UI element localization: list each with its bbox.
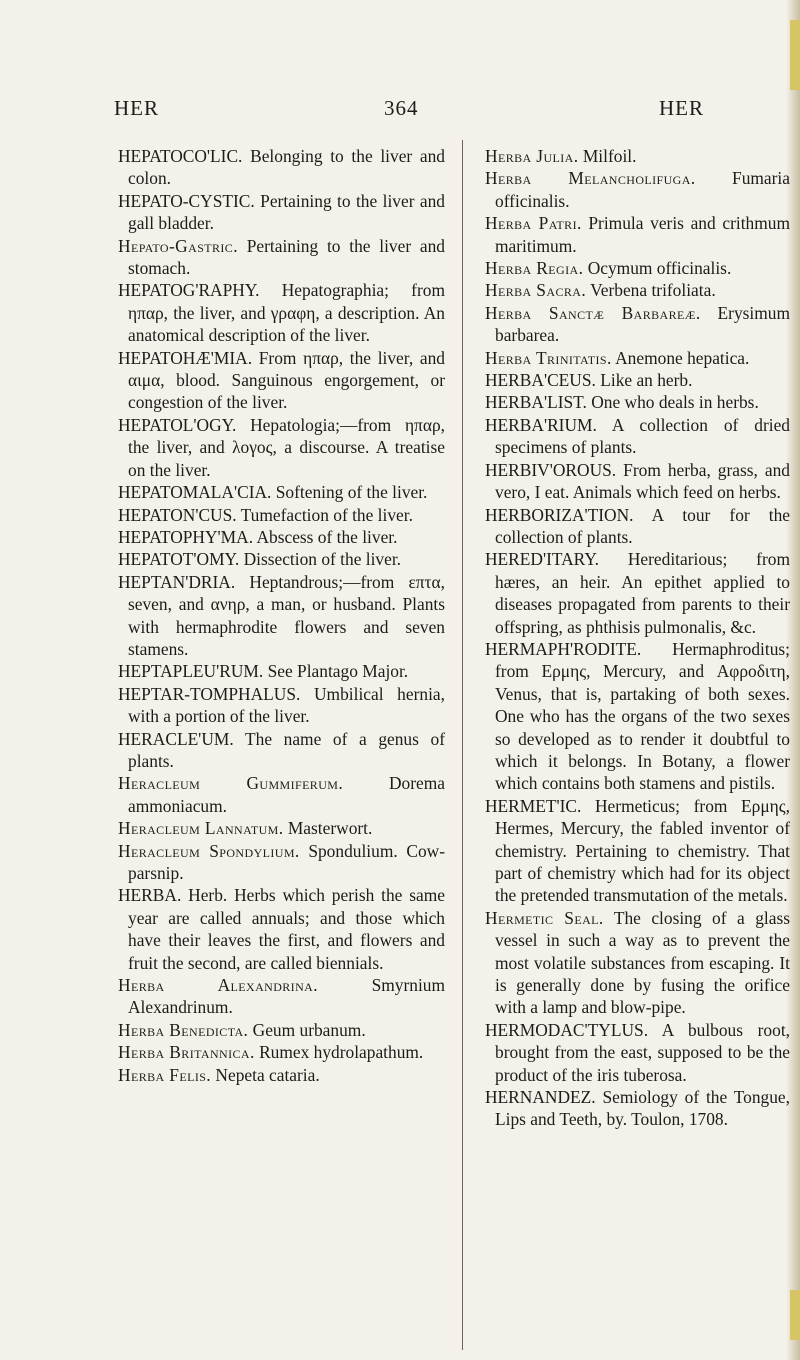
dictionary-entry: [118, 1064, 445, 1086]
dictionary-entry: [485, 257, 790, 279]
entry-definition: Verbena trifoliata.: [590, 280, 716, 301]
entry-definition: Hepatographia; from ηπαρ, the liver, and γραφη, a description. An anatomical description of the liver.: [128, 280, 445, 346]
dictionary-entry: [118, 817, 445, 839]
entry-definition: Ocymum officinalis.: [587, 258, 732, 279]
dictionary-entry: [118, 772, 445, 817]
entry-term: Heracleum Gummiferum.: [118, 773, 344, 794]
entry-term: HEPATON'CUS.: [118, 504, 237, 525]
entry-term: HEPATOL'OGY.: [118, 414, 237, 435]
dictionary-entry: [118, 1041, 445, 1063]
dictionary-entry: [485, 145, 790, 167]
entry-term: HEPATOPHY'MA.: [118, 526, 254, 547]
entry-definition: Hereditarious; from hæres, an heir. An epithet applied to diseases propagated from parents to their offspring, as phthisis pulmonalis, &c.: [495, 549, 790, 637]
entry-term: Heracleum Spondylium.: [118, 840, 300, 861]
dictionary-entry: [485, 391, 790, 413]
entry-term: HERBA.: [118, 885, 182, 906]
entry-definition: Erysimum barbarea.: [495, 302, 790, 346]
entry-definition: Semiology of the Tongue, Lips and Teeth, by. Toulon, 1708.: [495, 1087, 790, 1130]
entry-term: HEPATOHÆ'MIA.: [118, 347, 253, 368]
dictionary-entry: [118, 840, 445, 885]
entry-term: Hermetic Seal.: [485, 907, 604, 928]
dictionary-entry: [118, 414, 445, 481]
entry-definition: Herb. Herbs which perish the same year are called annuals; and those which have their leaves the first, and flowers and fruit the second, are called biennials.: [128, 885, 445, 973]
entry-term: HERBA'RIUM.: [485, 414, 597, 435]
scan-mark-top: [790, 20, 800, 90]
entry-term: HERBIV'OROUS.: [485, 459, 617, 480]
entry-definition: Rumex hydrolapathum.: [259, 1042, 424, 1063]
entry-term: Herba Sacra.: [485, 280, 587, 301]
entry-definition: The name of a genus of plants.: [128, 728, 445, 771]
dictionary-entry: [118, 235, 445, 280]
entry-term: HERNANDEZ.: [485, 1087, 596, 1108]
entry-term: HERBA'LIST.: [485, 392, 587, 413]
entry-definition: Pertaining to the liver and stomach.: [128, 235, 445, 279]
right-column: [485, 145, 790, 1131]
dictionary-entry: [118, 571, 445, 661]
entry-definition: Anemone hepatica.: [615, 347, 750, 368]
entry-definition: Nepeta cataria.: [215, 1064, 320, 1085]
entry-term: Herba Julia.: [485, 146, 579, 166]
dictionary-entry: [118, 347, 445, 414]
dictionary-entry: [485, 638, 790, 795]
entry-definition: Heptandrous;—from επτα, seven, and ανηρ, a man, or husband. Plants with hermaphrodite flowers and seven stamens.: [128, 571, 445, 659]
entry-term: Herba Melancholifuga.: [485, 168, 696, 189]
entry-term: Heracleum Lannatum.: [118, 818, 284, 839]
dictionary-entry: [118, 728, 445, 773]
entry-definition: Hepatologia;—from ηπαρ, the liver, and λογος, a discourse. A treatise on the liver.: [128, 414, 445, 480]
entry-term: Herba Sanctæ Barbareæ.: [485, 302, 701, 323]
dictionary-entry: [118, 145, 445, 190]
running-header: [112, 96, 704, 126]
entry-definition: Fumaria officinalis.: [495, 168, 790, 211]
entry-term: HEPTAN'DRIA.: [118, 571, 236, 592]
entry-definition: Abscess of the liver.: [256, 526, 398, 547]
dictionary-entry: [485, 459, 790, 504]
dictionary-entry: [485, 212, 790, 257]
entry-term: Herba Trinitatis.: [485, 347, 612, 368]
entry-term: HERMET'IC.: [485, 795, 582, 816]
entry-term: Herba Felis.: [118, 1064, 212, 1085]
dictionary-entry: [118, 660, 445, 682]
dictionary-entry: [485, 504, 790, 549]
entry-term: Herba Alexandrina.: [118, 975, 318, 996]
dictionary-entry: [485, 347, 790, 369]
entry-term: Herba Patri.: [485, 213, 582, 234]
entry-definition: Dissection of the liver.: [243, 549, 402, 570]
dictionary-entry: [485, 1019, 790, 1086]
entry-definition: Dorema ammoniacum.: [128, 773, 445, 816]
entry-definition: Pertaining to the liver and gall bladder.: [128, 190, 445, 234]
header-right-guide: HER: [659, 96, 704, 120]
entry-term: Herba Regia.: [485, 258, 584, 279]
entry-definition: Primula veris and crithmum maritimum.: [495, 213, 790, 256]
dictionary-entry: [485, 279, 790, 301]
entry-term: HERED'ITARY.: [485, 549, 599, 570]
dictionary-entry: [485, 795, 790, 907]
entry-term: HEPATOMALA'CIA.: [118, 482, 272, 503]
dictionary-entry: [118, 190, 445, 235]
entry-term: HEPTAR-TOMPHALUS.: [118, 683, 301, 704]
entry-definition: Belonging to the liver and colon.: [128, 146, 445, 189]
entry-term: HERACLE'UM.: [118, 728, 234, 749]
dictionary-entry: [118, 504, 445, 526]
dictionary-entry: [485, 369, 790, 391]
entry-term: HEPATOG'RAPHY.: [118, 280, 260, 301]
dictionary-entry: [118, 884, 445, 974]
dictionary-entry: [485, 1086, 790, 1131]
header-left-guide: HER: [114, 96, 159, 120]
entry-definition: A tour for the collection of plants.: [495, 504, 791, 547]
entry-term: HEPATO-CYSTIC.: [118, 190, 255, 211]
dictionary-entry: [118, 974, 445, 1019]
entry-term: Herba Britannica.: [118, 1042, 255, 1063]
dictionary-entry: [118, 548, 445, 570]
dictionary-entry: [485, 548, 790, 638]
entry-definition: Hermaphroditus; from Ερμης, Mercury, and Αφροδιτη, Venus, that is, partaking of both sexes. One who has the organs of the two sexes so developed as to render it doubtful to which it belongs. In Botany, a flower which contains both stamens and pistils.: [495, 638, 790, 794]
entry-definition: Milfoil.: [582, 146, 637, 166]
entry-definition: Masterwort.: [287, 818, 373, 839]
entry-term: HERBA'CEUS.: [485, 370, 596, 391]
entry-term: HERMAPH'RODITE.: [485, 638, 642, 659]
dictionary-entry: [485, 167, 790, 212]
dictionary-entry: [118, 1019, 445, 1041]
page-number: 364: [384, 96, 419, 120]
entry-definition: A bulbous root, brought from the east, supposed to be the product of the iris tuberosa.: [495, 1019, 791, 1085]
dictionary-entry: [485, 302, 790, 347]
dictionary-entry: [485, 414, 790, 459]
entry-definition: Hermeticus; from Ερμης, Hermes, Mercury, the fabled inventor of chemistry. Pertaining to chemistry. That part of chemistry which had for its object the pretended transmutation of the metals.: [495, 795, 790, 906]
entry-definition: Smyrnium Alexandrinum.: [128, 975, 445, 1018]
entry-definition: See Plantago Major.: [267, 661, 409, 682]
entry-term: HEPTAPLEU'RUM.: [118, 661, 264, 682]
entry-definition: Spondulium. Cow-parsnip.: [128, 840, 445, 883]
entry-definition: From ηπαρ, the liver, and αιμα, blood. Sanguinous engorgement, or congestion of the liver.: [128, 347, 445, 413]
entry-definition: One who deals in herbs.: [591, 392, 759, 413]
entry-definition: From herba, grass, and vero, I eat. Animals which feed on herbs.: [495, 459, 790, 503]
entry-term: HERMODAC'TYLUS.: [485, 1019, 649, 1040]
dictionary-entry: [118, 481, 445, 503]
entry-term: Hepato-Gastric.: [118, 235, 238, 256]
dictionary-entry: [118, 683, 445, 728]
entry-definition: A collection of dried specimens of plants.: [495, 414, 791, 458]
entry-definition: Geum urbanum.: [252, 1019, 366, 1040]
entry-term: HEPATOT'OMY.: [118, 549, 240, 570]
column-divider: [462, 140, 463, 1350]
entry-definition: The closing of a glass vessel in such a way as to prevent the most volatile substances from escaping. It is generally done by fusing the orifice with a lamp and blow-pipe.: [495, 907, 790, 1018]
dictionary-entry: [118, 526, 445, 548]
entry-term: Herba Benedicta.: [118, 1019, 249, 1040]
scan-mark-bottom: [790, 1290, 800, 1340]
dictionary-entry: [485, 907, 790, 1019]
entry-definition: Like an herb.: [600, 370, 693, 391]
entry-definition: Umbilical hernia, with a portion of the liver.: [128, 683, 445, 727]
entry-definition: Tumefaction of the liver.: [240, 504, 413, 525]
entry-term: HEPATOCO'LIC.: [118, 146, 243, 166]
entry-definition: Softening of the liver.: [275, 482, 428, 503]
dictionary-entry: [118, 279, 445, 346]
entry-term: HERBORIZA'TION.: [485, 504, 634, 525]
left-column: [118, 145, 445, 1086]
